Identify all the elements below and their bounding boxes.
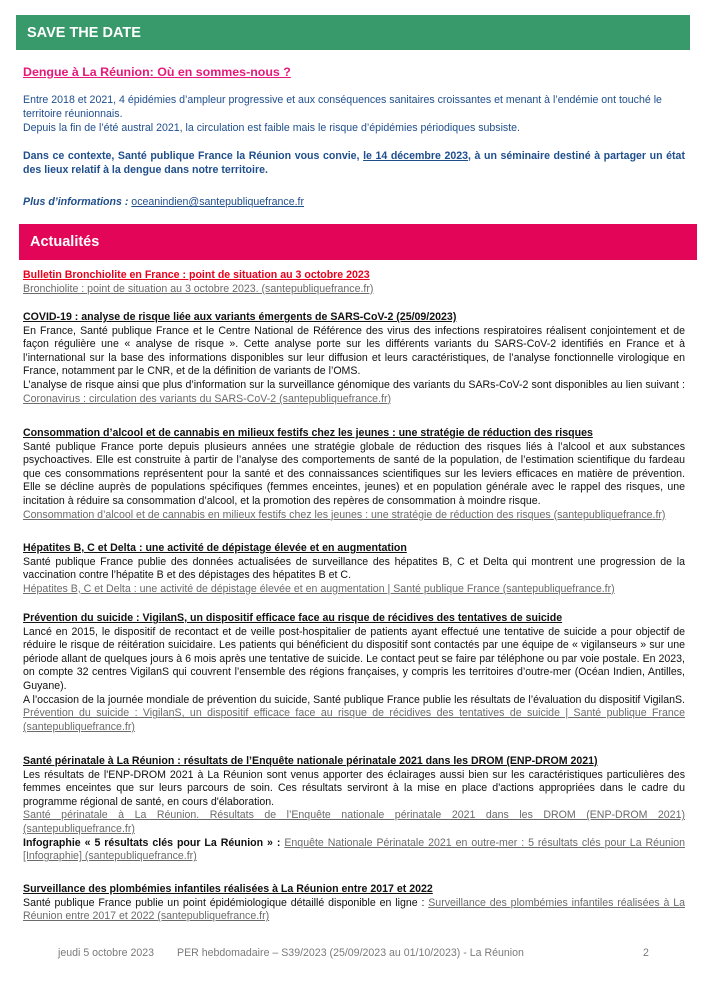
article-covid [23, 311, 685, 406]
save-the-date-header-label: SAVE THE DATE [27, 24, 141, 41]
infographic-label: Infographie « 5 résultats clés pour La Réunion » : [23, 836, 285, 849]
article-title: COVID-19 : analyse de risque liée aux variants émergents de SARS-CoV-2 (25/09/2023) [23, 311, 457, 323]
more-info [23, 196, 685, 210]
article-body-2: L’analyse de risque ainsi que plus d’information sur la surveillance génomique des variants du SARs-CoV-2 sont disponibles au lien suivant : [23, 378, 685, 391]
article-title: Surveillance des plombémies infantiles réalisées à La Réunion entre 2017 et 2022 [23, 883, 433, 895]
article-body: Lancé en 2015, le dispositif de recontact et de veille post-hospitalier de patients ayant effectué une tentative de suicide a pour objectif de réduire le risque de réitération suicidaire. Les patients qui bénéficient du dispositif sont contactés par une équipe de « vigilanseurs » sur une période allant de quelques jours à 6 mois après une tentative de suicide. Le contact peut se faire par téléphone ou par voie postale. En 2023, on compte 32 centres VigilanS qui couvrent l’ensemble des régions françaises, y compris les territoires d’outre-mer (Océan Indien, Antilles, Guyane). [23, 625, 685, 692]
article-body-2: A l’occasion de la journée mondiale de prévention du suicide, Santé publique France publie les résultats de l’évaluation du dispositif VigilanS. [23, 693, 685, 706]
save-the-date-header [16, 15, 690, 50]
article-alcool [23, 427, 685, 522]
article-link[interactable]: Bronchiolite : point de situation au 3 octobre 2023. (santepubliquefrance.fr) [23, 282, 374, 295]
dengue-paragraph-2: Depuis la fin de l’été austral 2021, la circulation est faible mais le risque d’épidémies périodiques subsiste. [23, 122, 521, 134]
article-body: Les résultats de l'ENP-DROM 2021 à La Réunion sont venus apporter des éclairages aussi bien sur les caractéristiques particulières des femmes enceintes que sur leurs parcours de soin. Ces résultats serviront à la mise en place d'actions appropriées dans le cadre du programme régional de santé, en cours d'élaboration. [23, 768, 685, 808]
article-link[interactable]: Prévention du suicide : VigilanS, un dispositif efficace face au risque de récidives des tentatives de suicide | Santé publique France (santepubliquefrance.fr) [23, 707, 685, 733]
footer-date: jeudi 5 octobre 2023 [58, 947, 155, 959]
dengue-invitation [23, 150, 685, 177]
article-bronchiolite [23, 269, 685, 296]
article-body: Santé publique France publie des données actualisées de surveillance des hépatites B, C et Delta qui montrent une progression de la vaccination contre l’hépatite B et des dépistages des hépatites B et C. [23, 555, 685, 582]
article-body: Santé publique France publie un point épidémiologique détaillé disponible en ligne : [23, 896, 429, 909]
invitation-text-before: Dans ce contexte, Santé publique France la Réunion vous convie, [23, 150, 364, 162]
article-link[interactable]: Hépatites B, C et Delta : une activité de dépistage élevée et en augmentation | Santé publique France (santepubliquefrance.fr) [23, 582, 615, 595]
dengue-title: Dengue à La Réunion: Où en sommes-nous ? [23, 65, 291, 79]
dengue-paragraph-1: Entre 2018 et 2021, 4 épidémies d’ampleur progressive et aux conséquences sanitaires croissantes et menant à l’endémie ont touché le territoire réunionnais. [23, 94, 662, 120]
article-hepatites [23, 542, 685, 596]
article-suicide [23, 612, 685, 734]
article-body: Santé publique France porte depuis plusieurs années une stratégie globale de réduction des risques liés à l’alcool et aux substances psychoactives. Elle est construite à partir de l’analyse des comportements de santé de la population, de l’estimation scientifique du fardeau que ces consommations représentent pour la santé et des connaissances scientifiques sur les leviers efficaces en matière de prévention. Elle se décline auprès de populations spécifiques (femmes enceintes, jeunes) et en population générale avec le rappel des risques, une incitation à réduire sa consommation d’alcool, et la promotion des repères de consommation à moindre risque. [23, 440, 685, 507]
article-title: Prévention du suicide : VigilanS, un dispositif efficace face au risque de récidives des tentatives de suicide [23, 612, 563, 624]
article-link[interactable]: Coronavirus : circulation des variants du SARS-CoV-2 (santepubliquefrance.fr) [23, 392, 392, 405]
article-plombemies [23, 883, 685, 924]
actualites-header [19, 224, 697, 260]
contact-email-link[interactable]: oceanindien@santepubliquefrance.fr [131, 196, 305, 208]
article-link[interactable]: Santé périnatale à La Réunion. Résultats de l’Enquête nationale périnatale 2021 dans les DROM (ENP-DROM 2021) (santepubliquefrance.fr) [23, 809, 685, 835]
more-info-label: Plus d’informations : [23, 196, 132, 208]
article-title: Hépatites B, C et Delta : une activité de dépistage élevée et en augmentation [23, 542, 407, 554]
article-link[interactable]: Consommation d’alcool et de cannabis en milieux festifs chez les jeunes : une stratégie de réduction des risques (santepubliquefrance.fr) [23, 508, 666, 521]
article-perinatale [23, 755, 685, 864]
seminar-date: le 14 décembre 2023 [363, 150, 469, 162]
article-title: Santé périnatale à La Réunion : résultats de l’Enquête nationale périnatale 2021 dans les DROM (ENP-DROM 2021) [23, 755, 598, 767]
footer-publication: PER hebdomadaire – S39/2023 (25/09/2023 au 01/10/2023) - La Réunion [177, 947, 524, 959]
article-title: Bulletin Bronchiolite en France : point de situation au 3 octobre 2023 [23, 269, 370, 281]
footer-page-number: 2 [643, 947, 649, 959]
article-body: En France, Santé publique France et le Centre National de Référence des virus des infections respiratoires réalisent conjointement et de façon régulière une « analyse de risque ». Cette analyse porte sur les différents variants du SARS-CoV-2 identifiés en France et à l’international sur la base des informations disponibles sur leur diffusion et leurs caractéristiques, de l’analyse fonctionnelle virologique en France, notamment par le CNR, et de la définition de variants de l’OMS. [23, 324, 685, 378]
infographic-link[interactable]: Enquête Nationale Périnatale 2021 en outre-mer : 5 résultats clés pour La Réunion [Infographie] (santepubliquefrance.fr) [23, 836, 685, 863]
invitation-text-after: , à un séminaire destiné à partager un état des lieux relatif à la dengue dans notre territoire. [23, 150, 685, 176]
actualites-header-label: Actualités [30, 234, 100, 250]
article-title: Consommation d’alcool et de cannabis en milieux festifs chez les jeunes : une stratégie de réduction des risques [23, 427, 593, 439]
article-link[interactable]: Surveillance des plombémies infantiles réalisées à La Réunion entre 2017 et 2022 (santepubliquefrance.fr) [23, 896, 685, 923]
